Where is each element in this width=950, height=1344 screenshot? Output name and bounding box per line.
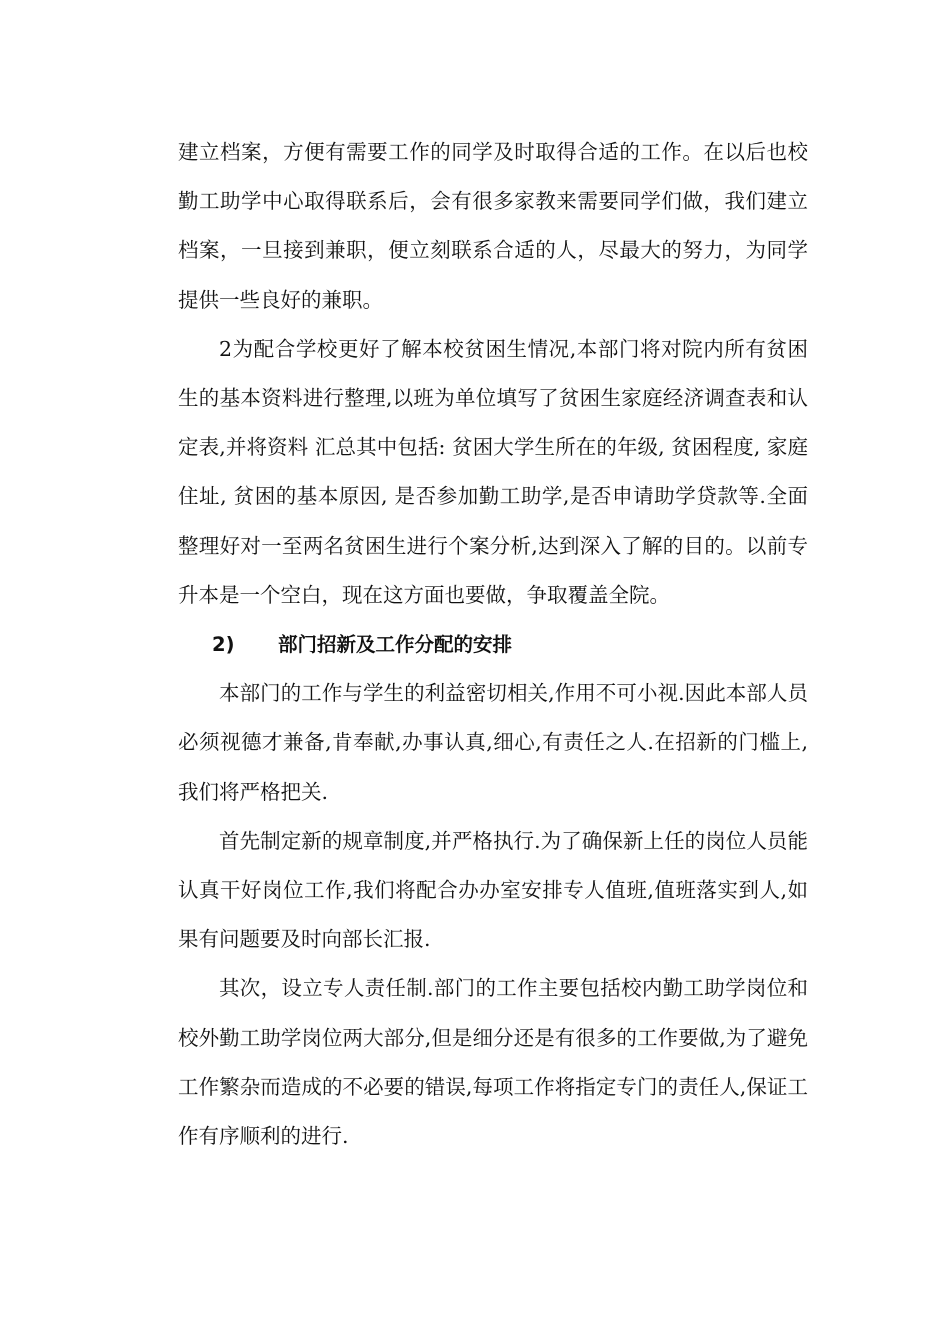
paragraph-archive-continuation: 建立档案，方便有需要工作的同学及时取得合适的工作。在以后也校勤工助学中心取得联系后，会有很多家教来需要同学们做，我们建立档案，一旦接到兼职，便立刻联系合适的人，尽最大的努力，为同学提供一些良好的兼职。 [178, 140, 808, 312]
paragraph-responsibility: 其次，设立专人责任制.部门的工作主要包括校内勤工助学岗位和校外勤工助学岗位两大部分,但是细分还是有很多的工作要做,为了避免工作繁杂而造成的不必要的错误,每项工作将指定专门的责任人,保证工作有序顺利的进行. [178, 976, 808, 1149]
document-body [178, 128, 808, 1161]
section-heading-number: 2) [212, 633, 235, 657]
paragraph-poor-students: 2为配合学校更好了解本校贫困生情况,本部门将对院内所有贫困生的基本资料进行整理,以班为单位填写了贫困生家庭经济调查表和认定表,并将资料 汇总其中包括: 贫困大学生所在的年级, 贫困程度, 家庭住址, 贫困的基本原因, 是否参加勤工助学,是否申请助学贷款等.全面整理好对一至两名贫困生进行个案分析,达到深入了解的目的。以前专升本是一个空白，现在这方面也要做，争取覆盖全院。 [178, 336, 808, 607]
section-heading [178, 620, 808, 669]
section-heading-text: 部门招新及工作分配的安排 [278, 633, 513, 657]
paragraph-rules: 首先制定新的规章制度,并严格执行.为了确保新上任的岗位人员能认真干好岗位工作,我们将配合办办室安排专人值班,值班落实到人,如果有问题要及时向部长汇报. [178, 828, 808, 952]
paragraph-recruitment: 本部门的工作与学生的利益密切相关,作用不可小视.因此本部人员必须视德才兼备,肯奉献,办事认真,细心,有责任之人.在招新的门槛上,我们将严格把关. [178, 681, 808, 804]
